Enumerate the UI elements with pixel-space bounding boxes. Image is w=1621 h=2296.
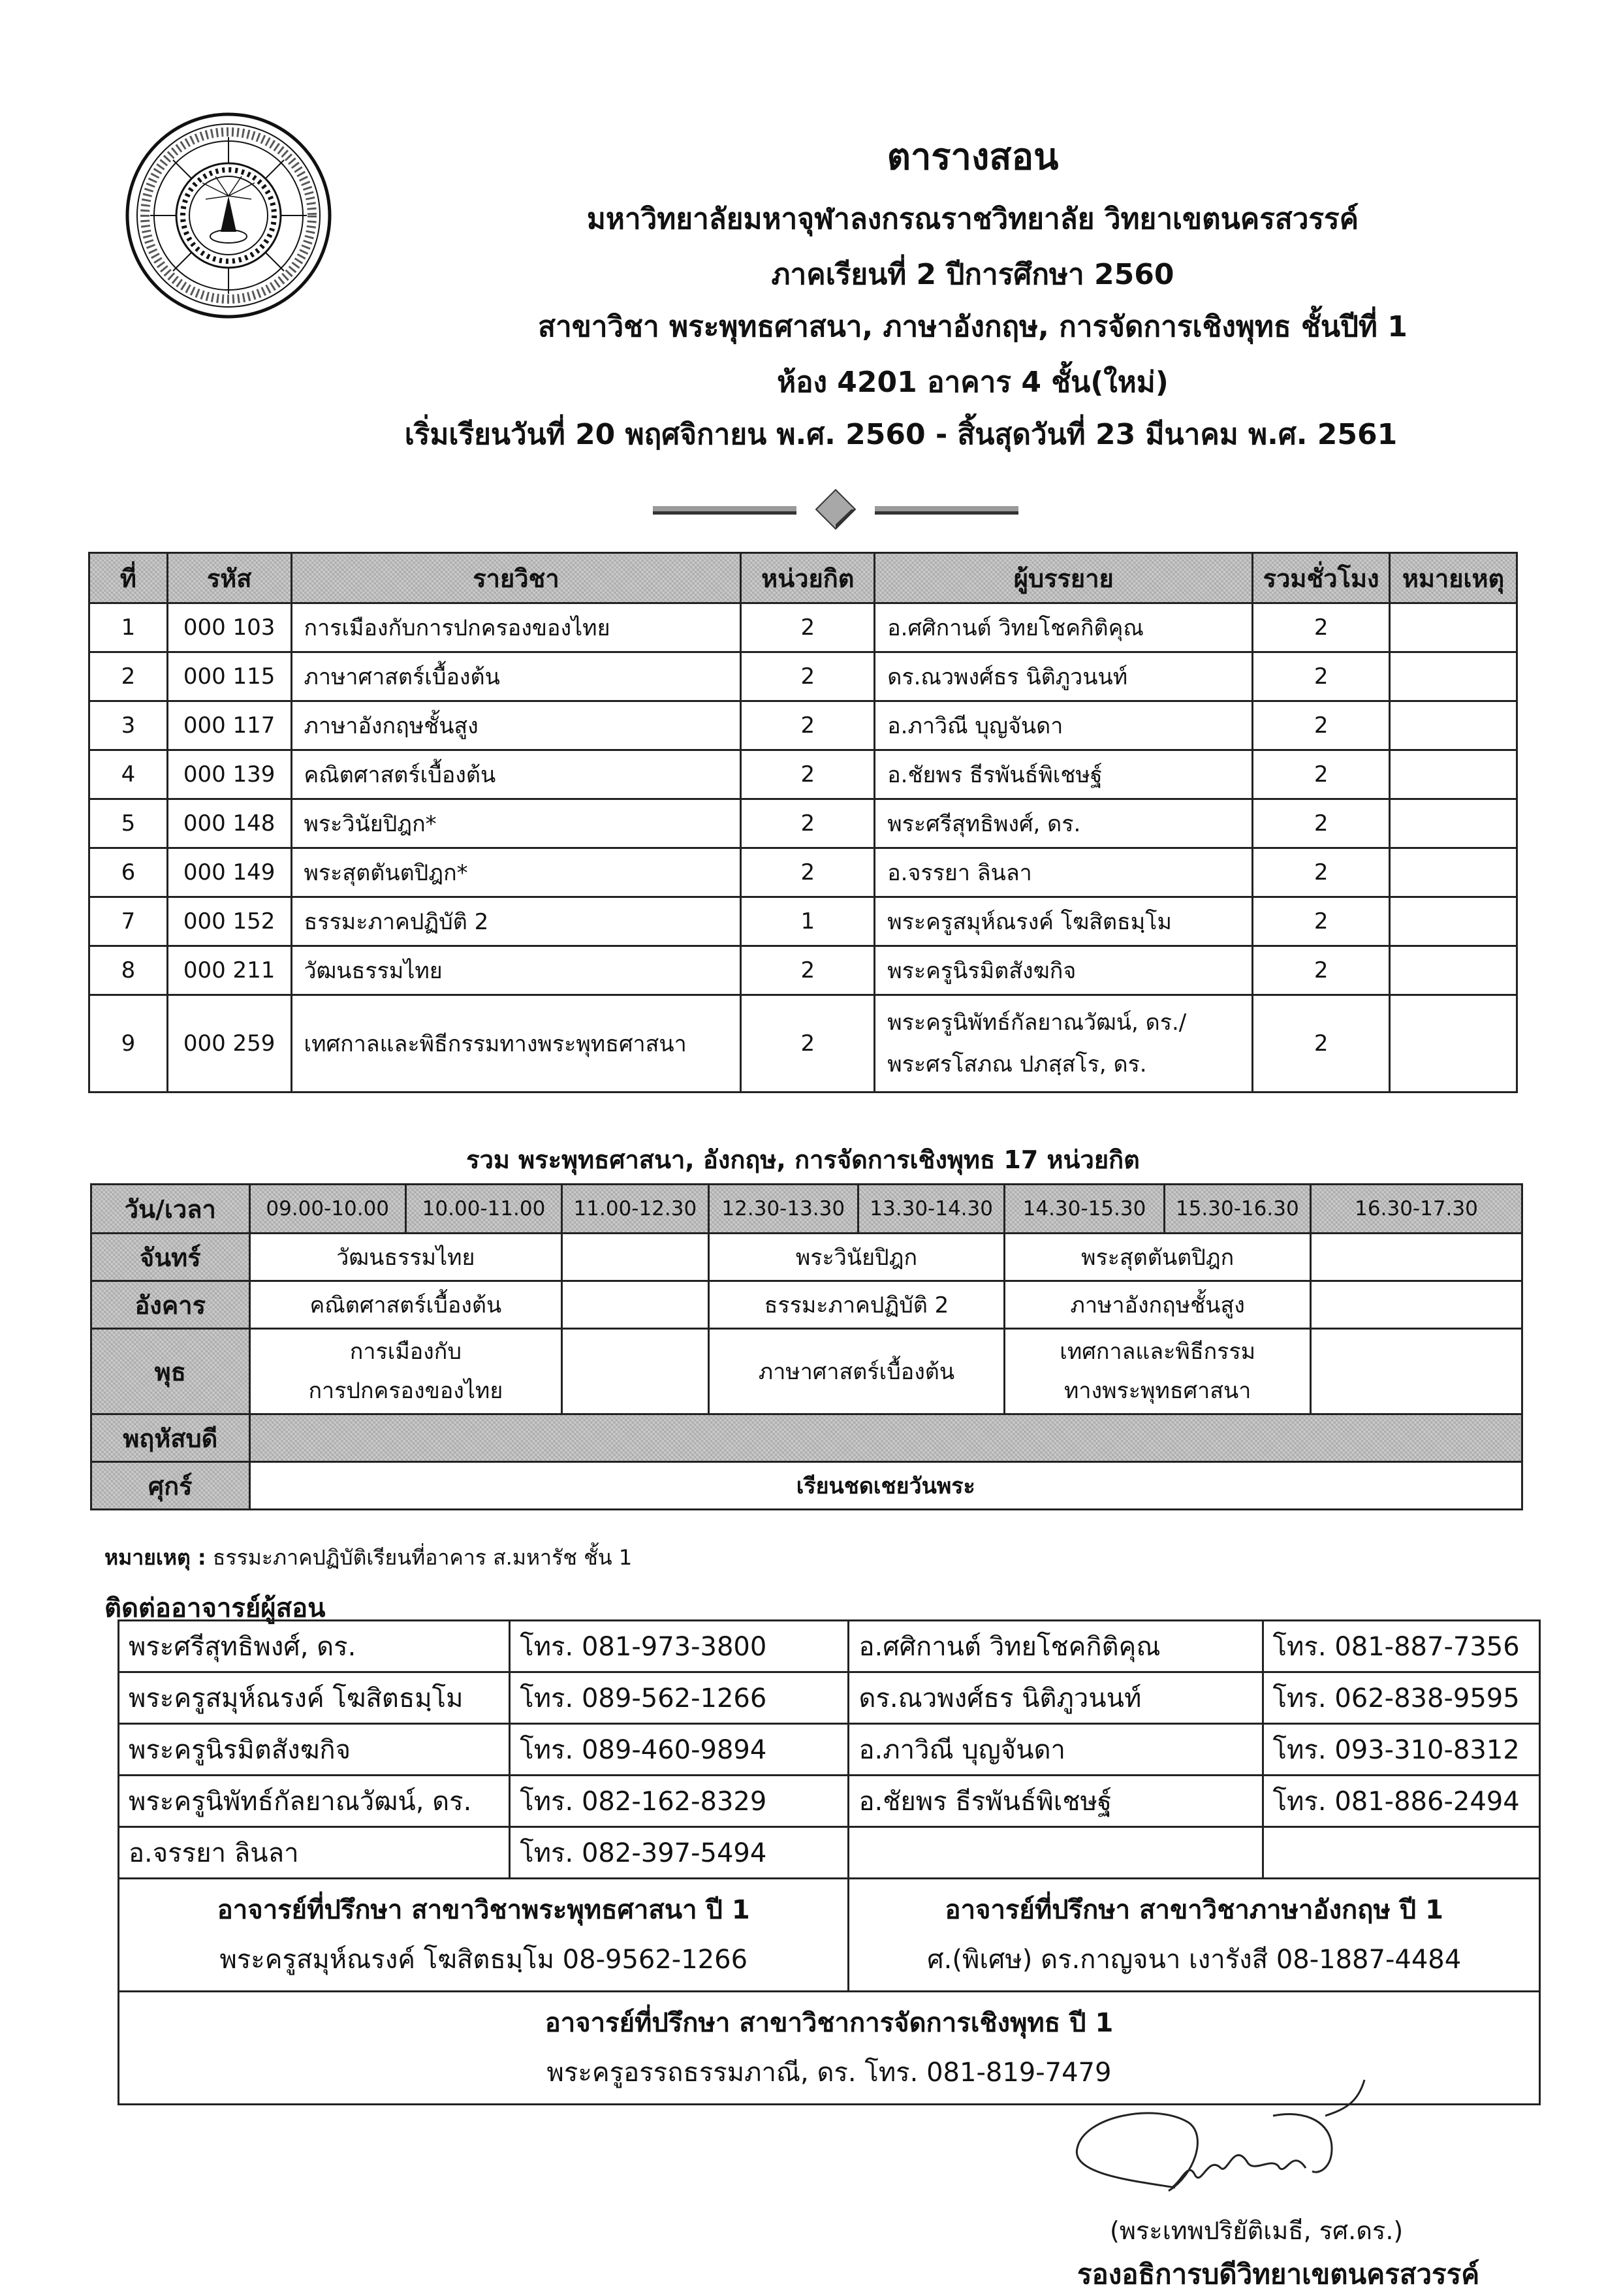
class-slot: ภาษาศาสตร์เบื้องต้น: [708, 1329, 1005, 1414]
course-name: พระสุตตันตปิฎก*: [291, 848, 741, 897]
class-slot: ภาษาอังกฤษชั้นสูง: [1005, 1281, 1311, 1329]
course-note: [1390, 603, 1517, 652]
class-slot-line: การเมืองกับ: [349, 1339, 462, 1365]
course-hours: 2: [1253, 799, 1390, 848]
course-hours: 2: [1253, 946, 1390, 995]
empty-slot: [1311, 1281, 1522, 1329]
course-no: 2: [89, 652, 168, 701]
advisor-title: อาจารย์ที่ปรึกษา สาขาวิชาภาษาอังกฤษ ปี 1: [945, 1895, 1443, 1925]
course-hours: 2: [1253, 995, 1390, 1092]
course-no: 4: [89, 750, 168, 799]
course-row: [89, 946, 1517, 995]
contact-name: อ.ชัยพร ธีรพันธ์พิเชษฐ์: [849, 1776, 1263, 1827]
course-note: [1390, 701, 1517, 750]
course-name: วัฒนธรรมไทย: [291, 946, 741, 995]
course-name: คณิตศาสตร์เบื้องต้น: [291, 750, 741, 799]
no-class-slot: [249, 1414, 1522, 1462]
course-hours: 2: [1253, 897, 1390, 946]
col-header-code: รหัส: [167, 553, 291, 603]
class-slot: วัฒนธรรมไทย: [249, 1234, 562, 1281]
course-lecturer: อ.จรรยา ลินลา: [875, 848, 1253, 897]
remark-label: หมายเหตุ :: [104, 1545, 206, 1570]
course-note: [1390, 848, 1517, 897]
course-row: [89, 750, 1517, 799]
contact-phone: โทร. 089-460-9894: [510, 1724, 849, 1776]
course-code: 000 152: [167, 897, 291, 946]
class-slot-line: การปกครองของไทย: [308, 1378, 503, 1404]
contact-phone: โทร. 062-838-9595: [1263, 1672, 1539, 1724]
course-note: [1390, 750, 1517, 799]
program-info: สาขาวิชา พระพุทธศาสนา, ภาษาอังกฤษ, การจัดการเชิงพุทธ ชั้นปีที่ 1: [538, 310, 1408, 343]
contact-phone: โทร. 081-887-7356: [1263, 1621, 1539, 1672]
contacts-heading: ติดต่ออาจารย์ผู้สอน: [104, 1593, 326, 1623]
course-hours: 2: [1253, 603, 1390, 652]
empty-slot: [562, 1281, 708, 1329]
advisor-person: ศ.(พิเศษ) ดร.กาญจนา เงารังสี 08-1887-4484: [927, 1945, 1462, 1975]
time-slot: 15.30-16.30: [1164, 1185, 1310, 1234]
course-note: [1390, 897, 1517, 946]
course-row: [89, 848, 1517, 897]
course-lecturer: อ.ชัยพร ธีรพันธ์พิเชษฐ์: [875, 750, 1253, 799]
time-slot: 13.30-14.30: [858, 1185, 1004, 1234]
day-label: อังคาร: [91, 1281, 250, 1329]
class-slot: พระสุตตันตปิฎก: [1005, 1234, 1311, 1281]
contact-phone: โทร. 082-162-8329: [510, 1776, 849, 1827]
contact-name: อ.จรรยา ลินลา: [119, 1827, 510, 1879]
course-lecturer: พระครูนิรมิตสังฆกิจ: [875, 946, 1253, 995]
empty-slot: [562, 1329, 708, 1414]
course-lecturer: พระศรีสุทธิพงศ์, ดร.: [875, 799, 1253, 848]
course-name: พระวินัยปิฎก*: [291, 799, 741, 848]
course-code: 000 117: [167, 701, 291, 750]
course-note: [1390, 995, 1517, 1092]
timetable-row-wednesday: [91, 1329, 1522, 1414]
course-code: 000 211: [167, 946, 291, 995]
contact-phone: โทร. 093-310-8312: [1263, 1724, 1539, 1776]
class-slot: ธรรมะภาคปฏิบัติ 2: [708, 1281, 1005, 1329]
course-hours: 2: [1253, 848, 1390, 897]
contact-row: [119, 1621, 1540, 1672]
date-range: เริ่มเรียนวันที่ 20 พฤศจิกายน พ.ศ. 2560 - สิ้นสุดวันที่ 23 มีนาคม พ.ศ. 2561: [404, 418, 1398, 451]
contacts-table: [118, 1619, 1541, 2105]
course-credits: 2: [741, 750, 875, 799]
term-info: ภาคเรียนที่ 2 ปีการศึกษา 2560: [771, 258, 1174, 291]
course-code: 000 149: [167, 848, 291, 897]
course-name: ภาษาอังกฤษชั้นสูง: [291, 701, 741, 750]
time-slot: 14.30-15.30: [1005, 1185, 1164, 1234]
course-no: 8: [89, 946, 168, 995]
course-code: 000 139: [167, 750, 291, 799]
course-row: [89, 652, 1517, 701]
col-header-hours: รวมชั่วโมง: [1253, 553, 1390, 603]
course-credits: 2: [741, 701, 875, 750]
course-lecturer-cell: [875, 995, 1253, 1092]
contact-name: อ.ศศิกานต์ วิทยโชคกิติคุณ: [849, 1621, 1263, 1672]
course-lecturer: อ.ภาวิณี บุญจันดา: [875, 701, 1253, 750]
advisor-person: พระครูสมุห์ณรงค์ โฆสิตธมฺโม 08-9562-1266: [219, 1945, 748, 1975]
course-hours: 2: [1253, 750, 1390, 799]
course-no: 1: [89, 603, 168, 652]
advisor-buddhism: [119, 1879, 849, 1992]
timetable-header: [91, 1185, 1522, 1234]
course-code: 000 103: [167, 603, 291, 652]
class-slot-line: เทศกาลและพิธีกรรม: [1060, 1339, 1256, 1365]
class-slot: [1005, 1329, 1311, 1414]
contact-row: [119, 1724, 1540, 1776]
course-no: 7: [89, 897, 168, 946]
signatory-name: (พระเทพปริยัติเมธี, รศ.ดร.): [1110, 2216, 1404, 2245]
makeup-class-slot: เรียนชดเชยวันพระ: [249, 1462, 1522, 1510]
university-name: มหาวิทยาลัยมหาจุฬาลงกรณราชวิทยาลัย วิทยาเขตนครสวรรค์: [586, 202, 1359, 236]
contact-name: ดร.ณวพงศ์ธร นิติภูวนนท์: [849, 1672, 1263, 1724]
class-slot: คณิตศาสตร์เบื้องต้น: [249, 1281, 562, 1329]
course-name: ภาษาศาสตร์เบื้องต้น: [291, 652, 741, 701]
advisor-english: [849, 1879, 1540, 1992]
advisor-row: [119, 1879, 1540, 1992]
col-header-credits: หน่วยกิต: [741, 553, 875, 603]
empty-slot: [1311, 1234, 1522, 1281]
course-row: [89, 995, 1517, 1092]
timetable-row-thursday: [91, 1414, 1522, 1462]
day-label: พุธ: [91, 1329, 250, 1414]
course-row: [89, 799, 1517, 848]
course-hours: 2: [1253, 652, 1390, 701]
course-name: เทศกาลและพิธีกรรมทางพระพุทธศาสนา: [291, 995, 741, 1092]
course-credits: 2: [741, 603, 875, 652]
class-slot: พระวินัยปิฎก: [708, 1234, 1005, 1281]
remark: [104, 1541, 632, 1574]
advisor-title: อาจารย์ที่ปรึกษา สาขาวิชาการจัดการเชิงพุทธ ปี 1: [544, 2008, 1114, 2038]
course-code: 000 115: [167, 652, 291, 701]
contact-row: [119, 1672, 1540, 1724]
course-note: [1390, 799, 1517, 848]
contact-name: พระศรีสุทธิพงศ์, ดร.: [119, 1621, 510, 1672]
class-slot-line: ทางพระพุทธศาสนา: [1063, 1378, 1251, 1404]
contact-name: พระครูสมุห์ณรงค์ โฆสิตธมฺโม: [119, 1672, 510, 1724]
course-credits: 2: [741, 848, 875, 897]
course-credits: 2: [741, 995, 875, 1092]
university-seal-logo: [124, 111, 333, 320]
course-row: [89, 897, 1517, 946]
course-hours: 2: [1253, 701, 1390, 750]
contact-phone: โทร. 082-397-5494: [510, 1827, 849, 1879]
weekly-timetable: [90, 1183, 1523, 1510]
course-code: 000 148: [167, 799, 291, 848]
col-header-lecturer: ผู้บรรยาย: [875, 553, 1253, 603]
time-slot: 09.00-10.00: [249, 1185, 405, 1234]
course-lecturer: ดร.ณวพงศ์ธร นิติภูวนนท์: [875, 652, 1253, 701]
room-info: ห้อง 4201 อาคาร 4 ชั้น(ใหม่): [777, 366, 1169, 399]
timetable-row-tuesday: [91, 1281, 1522, 1329]
course-code: 000 259: [167, 995, 291, 1092]
contact-name: พระครูนิรมิตสังฆกิจ: [119, 1724, 510, 1776]
timetable-row-friday: [91, 1462, 1522, 1510]
course-name: ธรรมะภาคปฏิบัติ 2: [291, 897, 741, 946]
empty-slot: [1311, 1329, 1522, 1414]
contact-row: [119, 1776, 1540, 1827]
course-lecturer-second: พระศรโสภณ ปภสฺสโร, ดร.: [887, 1051, 1147, 1077]
day-label: ศุกร์: [91, 1462, 250, 1510]
time-slot: 11.00-12.30: [562, 1185, 708, 1234]
course-no: 6: [89, 848, 168, 897]
contact-name: พระครูนิพัทธ์กัลยาณวัฒน์, ดร.: [119, 1776, 510, 1827]
advisor-title: อาจารย์ที่ปรึกษา สาขาวิชาพระพุทธศาสนา ปี 1: [217, 1895, 750, 1925]
course-note: [1390, 652, 1517, 701]
contact-phone: [1263, 1827, 1539, 1879]
advisor-person: พระครูอรรถธรรมภาณี, ดร. โทร. 081-819-7479: [546, 2058, 1112, 2088]
course-credits: 2: [741, 946, 875, 995]
class-slot: [249, 1329, 562, 1414]
col-header-no: ที่: [89, 553, 168, 603]
course-no: 3: [89, 701, 168, 750]
total-credits-line: รวม พระพุทธศาสนา, อังกฤษ, การจัดการเชิงพุทธ 17 หน่วยกิต: [466, 1145, 1140, 1174]
handwritten-signature: [1058, 2077, 1423, 2207]
contact-phone: โทร. 081-973-3800: [510, 1621, 849, 1672]
timetable-corner: วัน/เวลา: [91, 1185, 250, 1234]
course-lecturer: อ.ศศิกานต์ วิทยโชคกิติคุณ: [875, 603, 1253, 652]
course-credits: 1: [741, 897, 875, 946]
time-slot: 16.30-17.30: [1311, 1185, 1522, 1234]
ornamental-divider: [640, 486, 1031, 532]
time-slot: 10.00-11.00: [405, 1185, 561, 1234]
course-row: [89, 701, 1517, 750]
empty-slot: [562, 1234, 708, 1281]
course-no: 5: [89, 799, 168, 848]
contact-name: [849, 1827, 1263, 1879]
course-lecturer: พระครูสมุห์ณรงค์ โฆสิตธมฺโม: [875, 897, 1253, 946]
course-name: การเมืองกับการปกครองของไทย: [291, 603, 741, 652]
time-slot: 12.30-13.30: [708, 1185, 858, 1234]
day-label: พฤหัสบดี: [91, 1414, 250, 1462]
day-label: จันทร์: [91, 1234, 250, 1281]
document-title: ตารางสอน: [887, 136, 1059, 178]
signatory-position: รองอธิการบดีวิทยาเขตนครสวรรค์: [1077, 2258, 1480, 2290]
course-lecturer: พระครูนิพัทธ์กัลยาณวัฒน์, ดร./: [887, 1010, 1187, 1036]
contact-row: [119, 1827, 1540, 1879]
col-header-subject: รายวิชา: [291, 553, 741, 603]
course-table-header: [89, 553, 1517, 603]
contact-name: อ.ภาวิณี บุญจันดา: [849, 1724, 1263, 1776]
contact-phone: โทร. 081-886-2494: [1263, 1776, 1539, 1827]
timetable-row-monday: [91, 1234, 1522, 1281]
course-credits: 2: [741, 652, 875, 701]
remark-text: ธรรมะภาคปฏิบัติเรียนที่อาคาร ส.มหารัช ชั้น 1: [206, 1545, 633, 1570]
course-table: [88, 552, 1518, 1093]
course-row: [89, 603, 1517, 652]
course-note: [1390, 946, 1517, 995]
course-no: 9: [89, 995, 168, 1092]
contact-phone: โทร. 089-562-1266: [510, 1672, 849, 1724]
course-credits: 2: [741, 799, 875, 848]
col-header-note: หมายเหตุ: [1390, 553, 1517, 603]
